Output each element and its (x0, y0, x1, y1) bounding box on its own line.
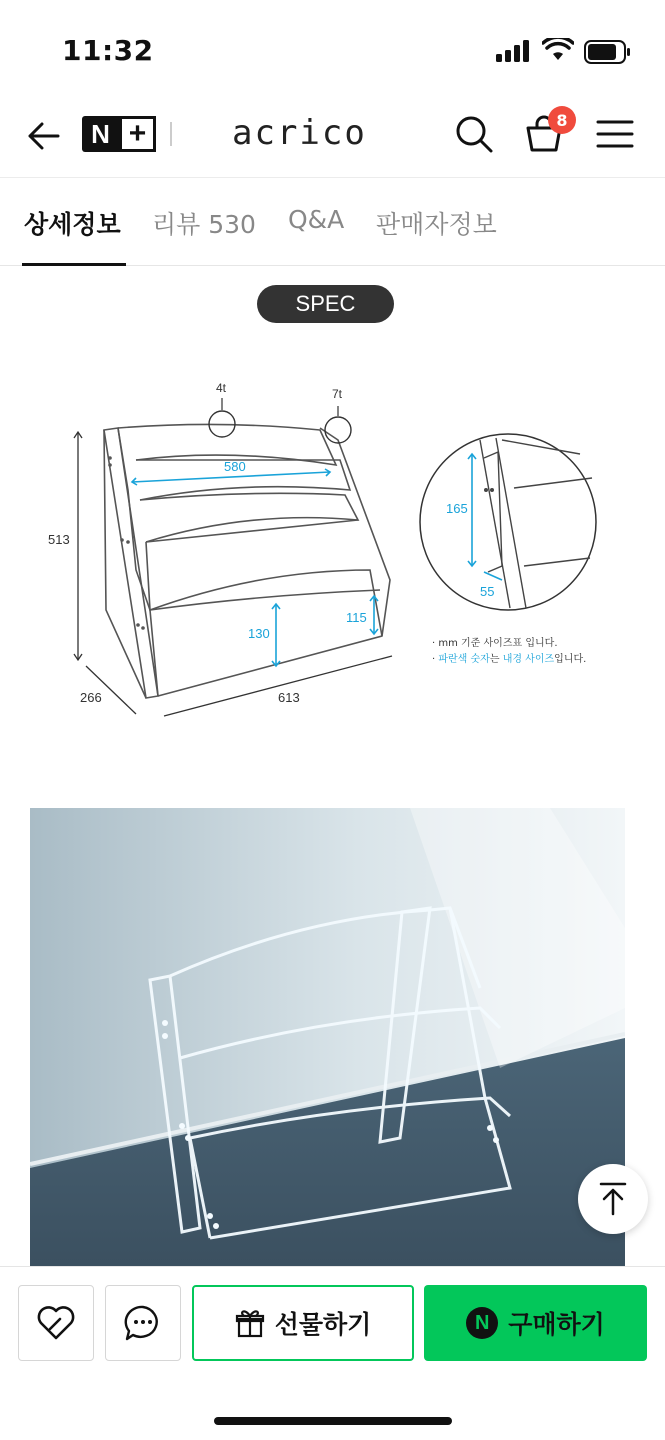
search-icon[interactable] (454, 114, 494, 154)
naver-plus-logo[interactable] (82, 116, 156, 152)
spec-note-units: · mm 기준 사이즈표 입니다. (432, 638, 558, 649)
store-brand[interactable]: acrico (232, 113, 367, 153)
clock: 11:32 (62, 34, 154, 67)
spec-note-blue: · 파란색 숫자는 내경 사이즈입니다. (432, 654, 587, 665)
dim-depth: 266 (80, 690, 102, 705)
product-photo (30, 808, 625, 1266)
tab-reviews[interactable]: 리뷰 530 (152, 210, 256, 239)
gift-icon (235, 1308, 265, 1338)
spec-heading: SPEC (257, 285, 394, 323)
cart-count-badge: 8 (548, 106, 576, 134)
gift-label: 선물하기 (274, 1310, 372, 1339)
spec-dimension-diagram (40, 370, 630, 730)
arrow-up-icon (598, 1182, 628, 1216)
wifi-icon (542, 38, 574, 62)
dim-detail-55: 55 (480, 584, 495, 599)
cellular-signal-icon (496, 40, 532, 62)
n-mark: N (91, 118, 110, 149)
tab-details[interactable]: 상세정보 (24, 210, 121, 239)
tab-seller-info[interactable]: 판매자정보 (376, 210, 497, 239)
naver-pay-icon: N (466, 1307, 498, 1339)
header-divider (170, 122, 172, 146)
app-header (0, 100, 665, 178)
home-indicator (214, 1417, 452, 1425)
status-bar (0, 0, 665, 100)
dim-shelf-130: 130 (248, 626, 270, 641)
bottom-action-bar (0, 1266, 665, 1440)
tab-qna[interactable]: Q&A (288, 205, 345, 234)
back-arrow-icon[interactable] (24, 116, 64, 156)
dim-7t: 7t (332, 387, 343, 401)
gift-button[interactable] (192, 1285, 414, 1361)
buy-label: 구매하기 (508, 1310, 605, 1339)
dim-shelf-115: 115 (346, 610, 367, 625)
chat-bubble-icon (123, 1304, 163, 1342)
battery-icon (584, 40, 632, 64)
heart-icon (36, 1305, 76, 1341)
dim-detail-165: 165 (446, 501, 468, 516)
wishlist-button[interactable] (18, 1285, 94, 1361)
detail-zoom-circle (420, 434, 596, 610)
dim-height: 513 (48, 532, 70, 547)
dim-inner-width: 580 (224, 459, 246, 474)
product-tabs (0, 179, 665, 266)
dim-4t: 4t (216, 381, 227, 395)
scroll-to-top-button[interactable] (578, 1164, 648, 1234)
hamburger-menu-icon[interactable] (596, 118, 634, 150)
chat-button[interactable] (105, 1285, 181, 1361)
active-tab-indicator (22, 263, 126, 266)
buy-button[interactable] (424, 1285, 647, 1361)
plus-mark-icon: + (119, 116, 156, 152)
dim-width: 613 (278, 690, 300, 705)
